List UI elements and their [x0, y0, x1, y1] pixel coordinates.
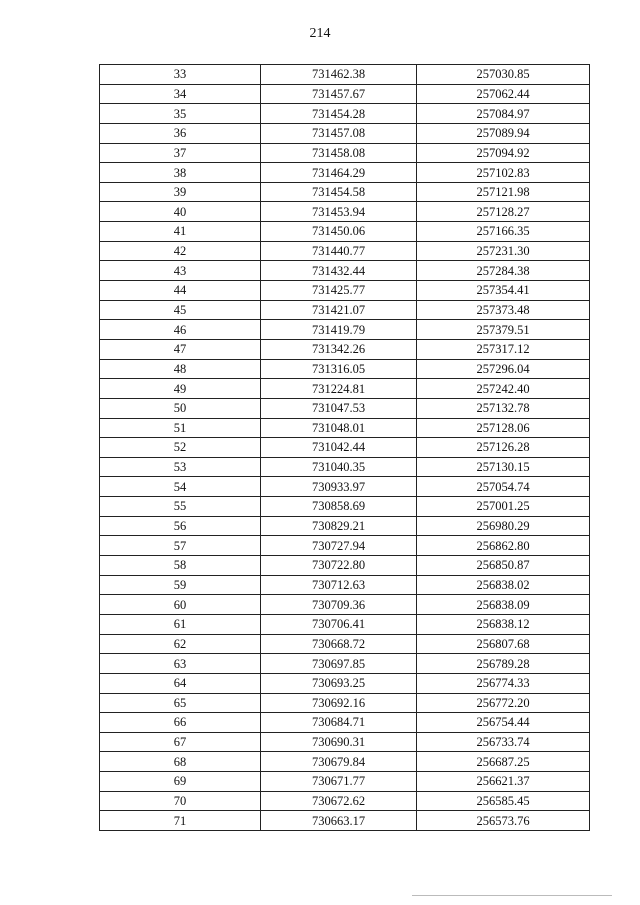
y-coordinate-cell: 256807.68 — [417, 634, 590, 654]
y-coordinate-cell: 257102.83 — [417, 163, 590, 183]
y-coordinate-cell: 256838.09 — [417, 595, 590, 615]
y-coordinate-cell: 257062.44 — [417, 84, 590, 104]
table-row — [100, 477, 590, 497]
y-coordinate-cell: 256980.29 — [417, 516, 590, 536]
table-row — [100, 281, 590, 301]
y-coordinate-cell: 257242.40 — [417, 379, 590, 399]
point-number-cell: 39 — [100, 182, 261, 202]
y-coordinate-cell: 257128.27 — [417, 202, 590, 222]
y-coordinate-cell: 257317.12 — [417, 339, 590, 359]
point-number-cell: 42 — [100, 241, 261, 261]
table-row — [100, 222, 590, 242]
table-row — [100, 418, 590, 438]
point-number-cell: 52 — [100, 438, 261, 458]
point-number-cell: 68 — [100, 752, 261, 772]
table-row — [100, 241, 590, 261]
y-coordinate-cell: 257030.85 — [417, 65, 590, 85]
y-coordinate-cell: 256687.25 — [417, 752, 590, 772]
y-coordinate-cell: 256838.02 — [417, 575, 590, 595]
y-coordinate-cell: 256862.80 — [417, 536, 590, 556]
table-row — [100, 65, 590, 85]
table-row — [100, 104, 590, 124]
table-row — [100, 438, 590, 458]
point-number-cell: 61 — [100, 614, 261, 634]
table-row — [100, 320, 590, 340]
table-row — [100, 123, 590, 143]
x-coordinate-cell: 731224.81 — [261, 379, 417, 399]
table-row — [100, 575, 590, 595]
y-coordinate-cell: 257296.04 — [417, 359, 590, 379]
point-number-cell: 63 — [100, 654, 261, 674]
point-number-cell: 53 — [100, 457, 261, 477]
table-row — [100, 379, 590, 399]
y-coordinate-cell: 257094.92 — [417, 143, 590, 163]
y-coordinate-cell: 257373.48 — [417, 300, 590, 320]
x-coordinate-cell: 731462.38 — [261, 65, 417, 85]
table-row — [100, 556, 590, 576]
point-number-cell: 69 — [100, 772, 261, 792]
table-row — [100, 457, 590, 477]
table-row — [100, 182, 590, 202]
point-number-cell: 70 — [100, 791, 261, 811]
x-coordinate-cell: 730709.36 — [261, 595, 417, 615]
x-coordinate-cell: 730693.25 — [261, 673, 417, 693]
table-row — [100, 339, 590, 359]
point-number-cell: 40 — [100, 202, 261, 222]
point-number-cell: 37 — [100, 143, 261, 163]
y-coordinate-cell: 256621.37 — [417, 772, 590, 792]
x-coordinate-cell: 730722.80 — [261, 556, 417, 576]
table-row — [100, 595, 590, 615]
x-coordinate-cell: 731450.06 — [261, 222, 417, 242]
table-row — [100, 497, 590, 517]
table-row — [100, 359, 590, 379]
x-coordinate-cell: 730684.71 — [261, 713, 417, 733]
y-coordinate-cell: 256772.20 — [417, 693, 590, 713]
footer-rule — [412, 895, 612, 896]
point-number-cell: 56 — [100, 516, 261, 536]
point-number-cell: 41 — [100, 222, 261, 242]
x-coordinate-cell: 730672.62 — [261, 791, 417, 811]
point-number-cell: 38 — [100, 163, 261, 183]
y-coordinate-cell: 256573.76 — [417, 811, 590, 831]
x-coordinate-cell: 731440.77 — [261, 241, 417, 261]
page-number: 214 — [309, 26, 331, 41]
y-coordinate-cell: 256585.45 — [417, 791, 590, 811]
x-coordinate-cell: 731454.28 — [261, 104, 417, 124]
y-coordinate-cell: 257231.30 — [417, 241, 590, 261]
point-number-cell: 59 — [100, 575, 261, 595]
point-number-cell: 57 — [100, 536, 261, 556]
y-coordinate-cell: 257054.74 — [417, 477, 590, 497]
table-row — [100, 791, 590, 811]
y-coordinate-cell: 257128.06 — [417, 418, 590, 438]
point-number-cell: 66 — [100, 713, 261, 733]
y-coordinate-cell: 257121.98 — [417, 182, 590, 202]
x-coordinate-cell: 730692.16 — [261, 693, 417, 713]
y-coordinate-cell: 257132.78 — [417, 398, 590, 418]
x-coordinate-cell: 730671.77 — [261, 772, 417, 792]
point-number-cell: 67 — [100, 732, 261, 752]
x-coordinate-cell: 731421.07 — [261, 300, 417, 320]
x-coordinate-cell: 730679.84 — [261, 752, 417, 772]
x-coordinate-cell: 730829.21 — [261, 516, 417, 536]
y-coordinate-cell: 257130.15 — [417, 457, 590, 477]
x-coordinate-cell: 730933.97 — [261, 477, 417, 497]
x-coordinate-cell: 730663.17 — [261, 811, 417, 831]
x-coordinate-cell: 731453.94 — [261, 202, 417, 222]
y-coordinate-cell: 257126.28 — [417, 438, 590, 458]
point-number-cell: 45 — [100, 300, 261, 320]
x-coordinate-cell: 731457.08 — [261, 123, 417, 143]
y-coordinate-cell: 256789.28 — [417, 654, 590, 674]
x-coordinate-cell: 731425.77 — [261, 281, 417, 301]
table-row — [100, 713, 590, 733]
point-number-cell: 49 — [100, 379, 261, 399]
x-coordinate-cell: 730697.85 — [261, 654, 417, 674]
x-coordinate-cell: 730712.63 — [261, 575, 417, 595]
table-row — [100, 84, 590, 104]
table-row — [100, 300, 590, 320]
table-row — [100, 143, 590, 163]
x-coordinate-cell: 730706.41 — [261, 614, 417, 634]
y-coordinate-cell: 257001.25 — [417, 497, 590, 517]
point-number-cell: 71 — [100, 811, 261, 831]
point-number-cell: 34 — [100, 84, 261, 104]
x-coordinate-cell: 731458.08 — [261, 143, 417, 163]
x-coordinate-cell: 731457.67 — [261, 84, 417, 104]
coordinates-table-body — [100, 65, 590, 831]
point-number-cell: 36 — [100, 123, 261, 143]
point-number-cell: 58 — [100, 556, 261, 576]
coordinates-table — [99, 64, 590, 831]
point-number-cell: 62 — [100, 634, 261, 654]
table-row — [100, 654, 590, 674]
y-coordinate-cell: 257084.97 — [417, 104, 590, 124]
table-row — [100, 752, 590, 772]
point-number-cell: 44 — [100, 281, 261, 301]
point-number-cell: 51 — [100, 418, 261, 438]
table-row — [100, 811, 590, 831]
y-coordinate-cell: 257379.51 — [417, 320, 590, 340]
x-coordinate-cell: 731464.29 — [261, 163, 417, 183]
point-number-cell: 33 — [100, 65, 261, 85]
point-number-cell: 35 — [100, 104, 261, 124]
table-row — [100, 516, 590, 536]
y-coordinate-cell: 257354.41 — [417, 281, 590, 301]
x-coordinate-cell: 731342.26 — [261, 339, 417, 359]
point-number-cell: 55 — [100, 497, 261, 517]
x-coordinate-cell: 730690.31 — [261, 732, 417, 752]
x-coordinate-cell: 731048.01 — [261, 418, 417, 438]
x-coordinate-cell: 731316.05 — [261, 359, 417, 379]
x-coordinate-cell: 731419.79 — [261, 320, 417, 340]
x-coordinate-cell: 731040.35 — [261, 457, 417, 477]
x-coordinate-cell: 731047.53 — [261, 398, 417, 418]
table-row — [100, 693, 590, 713]
point-number-cell: 60 — [100, 595, 261, 615]
table-row — [100, 732, 590, 752]
y-coordinate-cell: 256733.74 — [417, 732, 590, 752]
table-row — [100, 163, 590, 183]
y-coordinate-cell: 257166.35 — [417, 222, 590, 242]
table-row — [100, 398, 590, 418]
table-row — [100, 202, 590, 222]
point-number-cell: 54 — [100, 477, 261, 497]
x-coordinate-cell: 730858.69 — [261, 497, 417, 517]
table-row — [100, 614, 590, 634]
x-coordinate-cell: 731432.44 — [261, 261, 417, 281]
point-number-cell: 64 — [100, 673, 261, 693]
point-number-cell: 48 — [100, 359, 261, 379]
point-number-cell: 47 — [100, 339, 261, 359]
x-coordinate-cell: 730668.72 — [261, 634, 417, 654]
x-coordinate-cell: 730727.94 — [261, 536, 417, 556]
table-row — [100, 772, 590, 792]
point-number-cell: 43 — [100, 261, 261, 281]
y-coordinate-cell: 257089.94 — [417, 123, 590, 143]
point-number-cell: 46 — [100, 320, 261, 340]
table-row — [100, 536, 590, 556]
y-coordinate-cell: 256774.33 — [417, 673, 590, 693]
table-row — [100, 261, 590, 281]
x-coordinate-cell: 731454.58 — [261, 182, 417, 202]
y-coordinate-cell: 256838.12 — [417, 614, 590, 634]
table-row — [100, 673, 590, 693]
table-row — [100, 634, 590, 654]
x-coordinate-cell: 731042.44 — [261, 438, 417, 458]
point-number-cell: 50 — [100, 398, 261, 418]
y-coordinate-cell: 257284.38 — [417, 261, 590, 281]
y-coordinate-cell: 256850.87 — [417, 556, 590, 576]
point-number-cell: 65 — [100, 693, 261, 713]
y-coordinate-cell: 256754.44 — [417, 713, 590, 733]
